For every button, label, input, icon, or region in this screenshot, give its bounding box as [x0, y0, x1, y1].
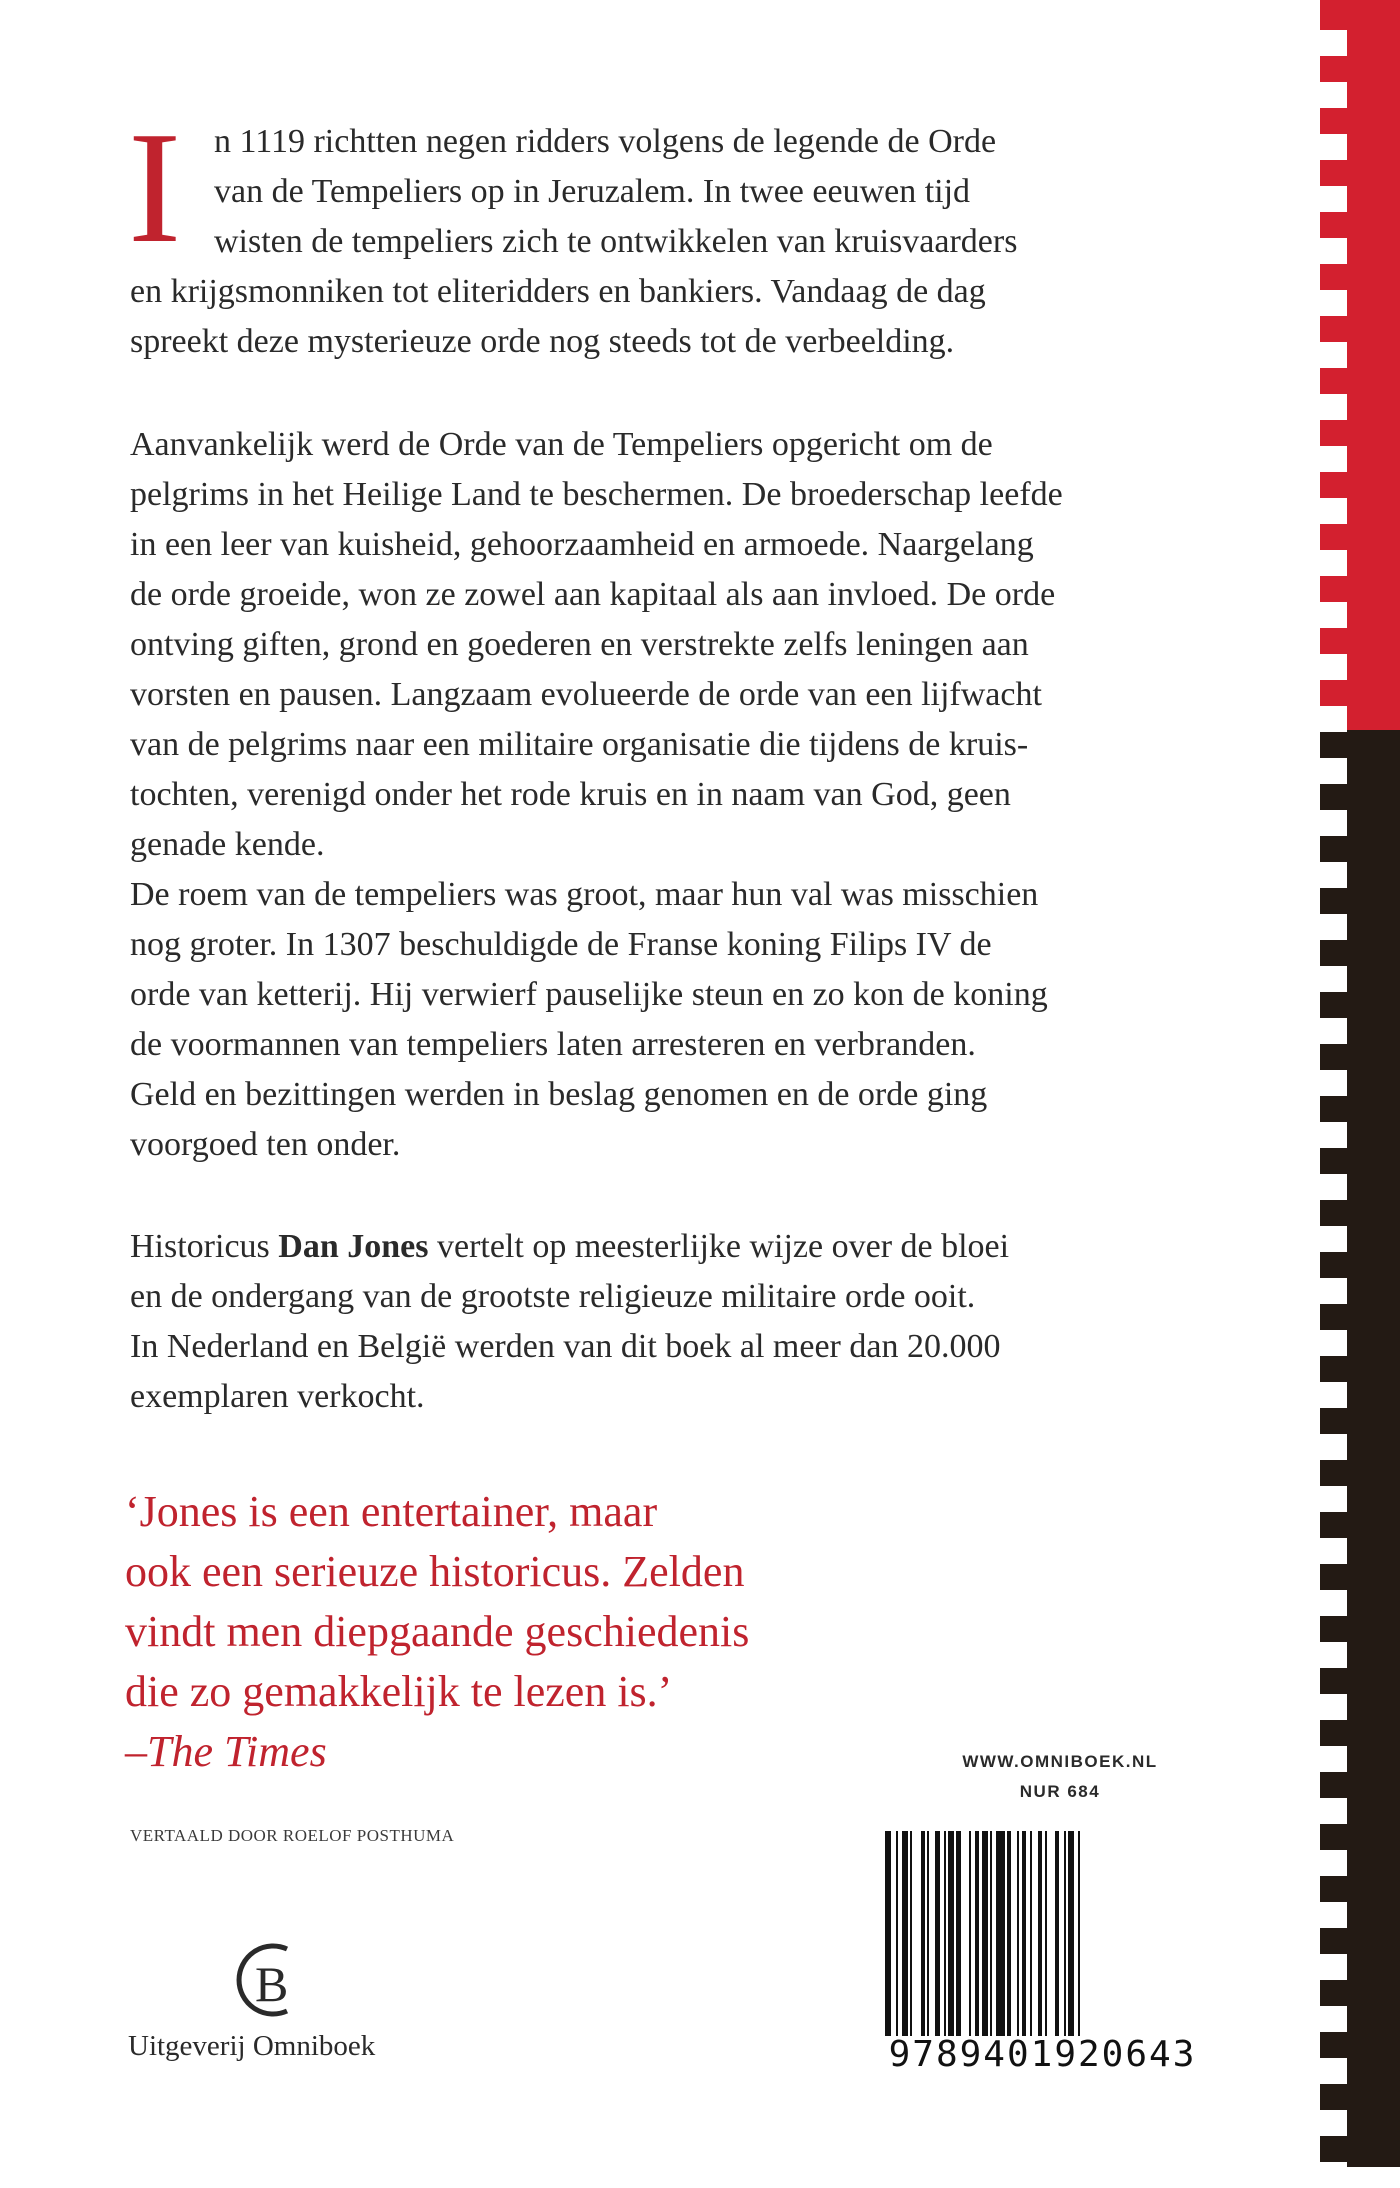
quote-line: die zo gemakkelijk te lezen is.’	[125, 1667, 673, 1716]
text-line: Aanvankelijk werd de Orde van de Tempeliers opgericht om de	[130, 426, 993, 463]
spine-notch	[1320, 602, 1347, 628]
spine-notch	[1320, 342, 1347, 368]
spine-notch	[1320, 1486, 1347, 1512]
spine-notch	[1320, 1330, 1347, 1356]
text-line: de orde groeide, won ze zowel aan kapitaal als aan invloed. De orde	[130, 576, 1056, 613]
isbn-number: 9789401920643	[888, 2034, 1197, 2075]
spine-notch	[1320, 1538, 1347, 1564]
book-spine	[1320, 0, 1400, 2167]
quote-attribution: –The Times	[125, 1727, 327, 1776]
intro-paragraph	[130, 117, 1215, 367]
barcode-bar	[910, 1831, 912, 2036]
text-line: orde van ketterij. Hij verwierf pauselijke steun en zo kon de koning	[130, 976, 1048, 1013]
barcode-bar	[927, 1831, 929, 2036]
text-line: de voormannen van tempeliers laten arresteren en verbranden.	[130, 1026, 976, 1063]
barcode-bar	[935, 1831, 939, 2036]
spine-notch	[1320, 394, 1347, 420]
spine-notch	[1320, 1642, 1347, 1668]
spine-notch	[1320, 1694, 1347, 1720]
author-paragraph	[130, 1222, 1215, 1422]
text-line: wisten de tempeliers zich te ontwikkelen van kruisvaarders	[214, 223, 1018, 260]
author-name: Dan Jones	[278, 1228, 429, 1265]
spine-notch	[1320, 290, 1347, 316]
spine-notch	[1320, 134, 1347, 160]
spine-notch	[1320, 862, 1347, 888]
text-line: exemplaren verkocht.	[130, 1378, 425, 1415]
history-paragraph	[130, 420, 1215, 1170]
barcode-bar	[885, 1831, 891, 2036]
spine-notch	[1320, 1590, 1347, 1616]
barcode-bar	[1055, 1831, 1059, 2036]
barcode-bar	[982, 1831, 988, 2036]
spine-notch	[1320, 810, 1347, 836]
barcode-bar	[944, 1831, 946, 2036]
text-segment: vertelt op meesterlijke wijze over de bloei	[428, 1228, 1010, 1265]
spine-notch	[1320, 2058, 1347, 2084]
barcode-bar	[1038, 1831, 1042, 2036]
omniboek-cb-logo-icon	[225, 1935, 309, 2025]
barcode-bar	[996, 1831, 1004, 2036]
spine-notch	[1320, 1954, 1347, 1980]
barcode-bar	[1007, 1831, 1011, 2036]
spine-notch	[1320, 30, 1347, 56]
spine-notch	[1320, 1226, 1347, 1252]
publisher-name: Uitgeverij Omniboek	[128, 2030, 376, 2062]
barcode-bar	[1017, 1831, 1019, 2036]
text-line: spreekt deze mysterieuze orde nog steeds tot de verbeelding.	[130, 323, 955, 360]
text-line: n 1119 richtten negen ridders volgens de legende de Orde	[214, 123, 997, 160]
spine-notch	[1320, 2162, 1347, 2188]
spine-notch	[1320, 1850, 1347, 1876]
text-line	[130, 1222, 1215, 1272]
isbn-barcode	[885, 1831, 1200, 2079]
spine-notch	[1320, 446, 1347, 472]
text-line: In Nederland en België werden van dit boek al meer dan 20.000	[130, 1328, 1001, 1365]
barcode-bar	[1064, 1831, 1066, 2036]
spine-notch	[1320, 1382, 1347, 1408]
text-line: voorgoed ten onder.	[130, 1126, 401, 1163]
barcode-bar	[902, 1831, 908, 2036]
spine-notch	[1320, 1122, 1347, 1148]
spine-notch	[1320, 2110, 1347, 2136]
translator-credit: VERTAALD DOOR ROELOF POSTHUMA	[130, 1826, 455, 1845]
text-line: en de ondergang van de grootste religieuze militaire orde ooit.	[130, 1278, 976, 1315]
barcode-bar	[948, 1831, 954, 2036]
text-line: pelgrims in het Heilige Land te beschermen. De broederschap leefde	[130, 476, 1063, 513]
spine-notch	[1320, 654, 1347, 680]
text-line: Geld en bezittingen werden in beslag genomen en de orde ging	[130, 1076, 988, 1113]
barcode-bar	[975, 1831, 979, 2036]
spine-notch	[1320, 498, 1347, 524]
quote-line: vindt men diepgaande geschiedenis	[125, 1607, 750, 1656]
spine-notch	[1320, 186, 1347, 212]
svg-text:B: B	[255, 1956, 289, 2012]
barcode-bar	[1030, 1831, 1032, 2036]
review-quote	[125, 1482, 1025, 1782]
spine-notch	[1320, 1434, 1347, 1460]
barcode-bar	[896, 1831, 898, 2036]
spine-notch	[1320, 2006, 1347, 2032]
spine-notch	[1320, 1018, 1347, 1044]
spine-notch	[1320, 1278, 1347, 1304]
spine-notch	[1320, 966, 1347, 992]
text-line: De roem van de tempeliers was groot, maar hun val was misschien	[130, 876, 1039, 913]
text-line: tochten, verenigd onder het rode kruis en in naam van God, geen	[130, 776, 1011, 813]
text-segment: Historicus	[130, 1228, 279, 1265]
spine-notch	[1320, 1070, 1347, 1096]
spine-notch	[1320, 1746, 1347, 1772]
spine-notch	[1320, 1174, 1347, 1200]
spine-notch	[1320, 706, 1347, 732]
barcode-bar	[1045, 1831, 1047, 2036]
barcode-bar	[956, 1831, 960, 2036]
text-line: ontving giften, grond en goederen en verstrekte zelfs leningen aan	[130, 626, 1029, 663]
spine-notch	[1320, 758, 1347, 784]
barcode-bar	[921, 1831, 925, 2036]
barcode-bar	[1078, 1831, 1080, 2036]
text-line: nog groter. In 1307 beschuldigde de Franse koning Filips IV de	[130, 926, 992, 963]
publisher-url: WWW.OMNIBOEK.NL	[962, 1752, 1158, 1771]
spine-notch	[1320, 914, 1347, 940]
spine-notch	[1320, 82, 1347, 108]
spine-notch	[1320, 550, 1347, 576]
text-line: van de Tempeliers op in Jeruzalem. In twee eeuwen tijd	[214, 173, 971, 210]
text-line: genade kende.	[130, 826, 325, 863]
quote-line: ook een serieuze historicus. Zelden	[125, 1547, 745, 1596]
barcode-bar	[1022, 1831, 1026, 2036]
barcode-bars	[885, 1831, 1200, 2036]
spine-notch	[1320, 1902, 1347, 1928]
drop-cap: I	[128, 98, 182, 276]
text-line: in een leer van kuisheid, gehoorzaamheid en armoede. Naargelang	[130, 526, 1034, 563]
quote-line: ‘Jones is een entertainer, maar	[125, 1487, 658, 1536]
text-line: vorsten en pausen. Langzaam evolueerde de orde van een lijfwacht	[130, 676, 1042, 713]
spine-notch	[1320, 238, 1347, 264]
text-line: van de pelgrims naar een militaire organisatie die tijdens de kruis-	[130, 726, 1029, 763]
spine-notch	[1320, 1798, 1347, 1824]
nur-code: NUR 684	[1019, 1782, 1101, 1801]
barcode-bar	[990, 1831, 992, 2036]
text-line: en krijgsmonniken tot eliteridders en bankiers. Vandaag de dag	[130, 273, 986, 310]
barcode-bar	[1068, 1831, 1074, 2036]
barcode-bar	[969, 1831, 971, 2036]
